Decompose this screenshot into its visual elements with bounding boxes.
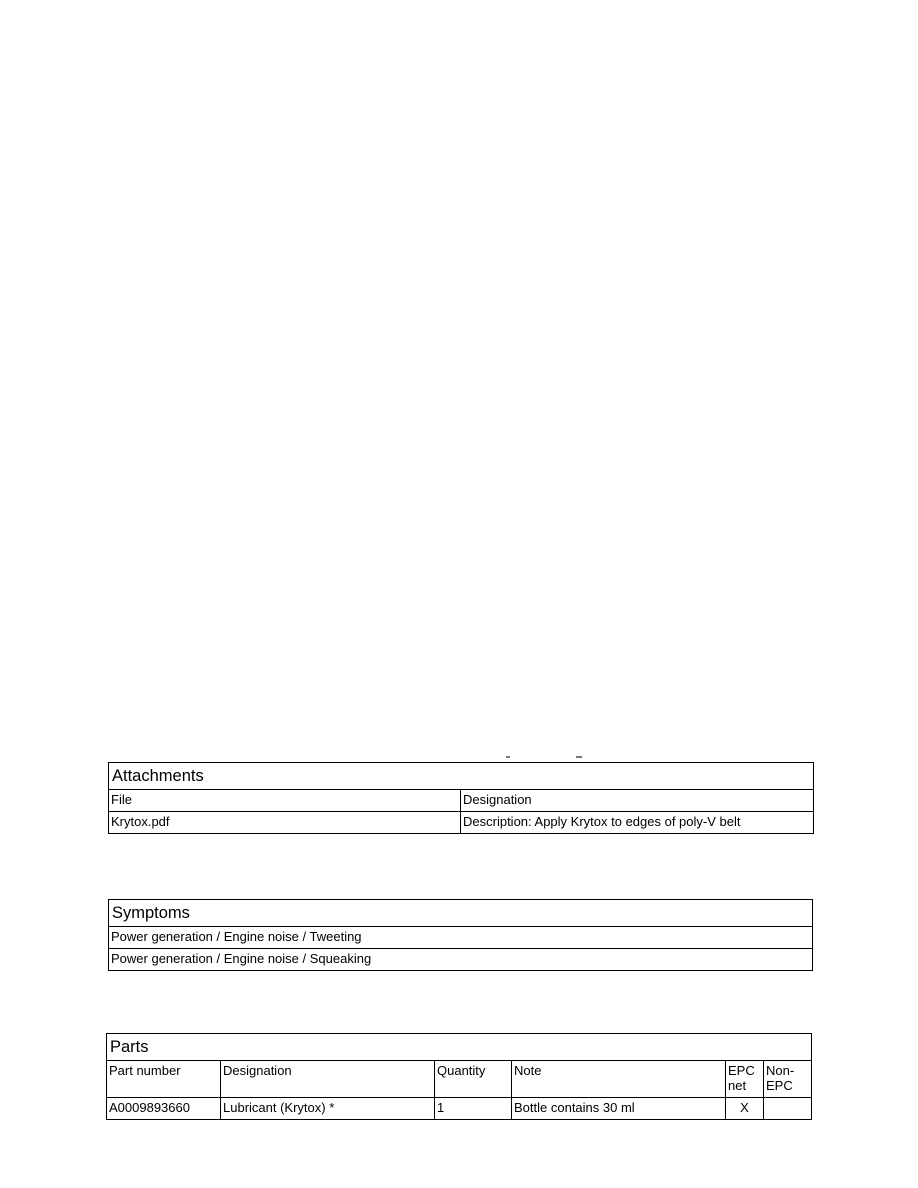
column-header-file: File — [109, 790, 461, 812]
column-header-non-epc: Non-EPC — [764, 1061, 812, 1098]
symptoms-title: Symptoms — [109, 900, 813, 927]
column-header-part-number: Part number — [107, 1061, 221, 1098]
attachment-designation: Description: Apply Krytox to edges of poly-V belt — [461, 812, 814, 834]
attachment-file-link[interactable]: Krytox.pdf — [109, 812, 461, 834]
parts-title: Parts — [107, 1034, 812, 1061]
part-designation: Lubricant (Krytox) * — [221, 1098, 435, 1120]
part-number: A0009893660 — [107, 1098, 221, 1120]
attachments-title: Attachments — [109, 763, 814, 790]
part-non-epc — [764, 1098, 812, 1120]
scan-artifact-mark — [506, 756, 510, 758]
attachments-header-row — [109, 790, 814, 812]
column-header-quantity: Quantity — [435, 1061, 512, 1098]
column-header-designation: Designation — [221, 1061, 435, 1098]
column-header-designation: Designation — [461, 790, 814, 812]
table-row — [107, 1098, 812, 1120]
table-row — [109, 812, 814, 834]
symptom-item: Power generation / Engine noise / Tweeting — [109, 927, 813, 949]
parts-table — [106, 1033, 812, 1120]
parts-header-row — [107, 1061, 812, 1098]
part-epc-net: X — [726, 1098, 764, 1120]
column-header-note: Note — [512, 1061, 726, 1098]
part-quantity: 1 — [435, 1098, 512, 1120]
symptoms-table — [108, 899, 813, 971]
part-note: Bottle contains 30 ml — [512, 1098, 726, 1120]
scan-artifact-mark — [576, 756, 582, 758]
table-row — [109, 927, 813, 949]
symptom-item: Power generation / Engine noise / Squeaking — [109, 949, 813, 971]
column-header-epc-net: EPC net — [726, 1061, 764, 1098]
table-row — [109, 949, 813, 971]
attachments-table — [108, 762, 814, 834]
